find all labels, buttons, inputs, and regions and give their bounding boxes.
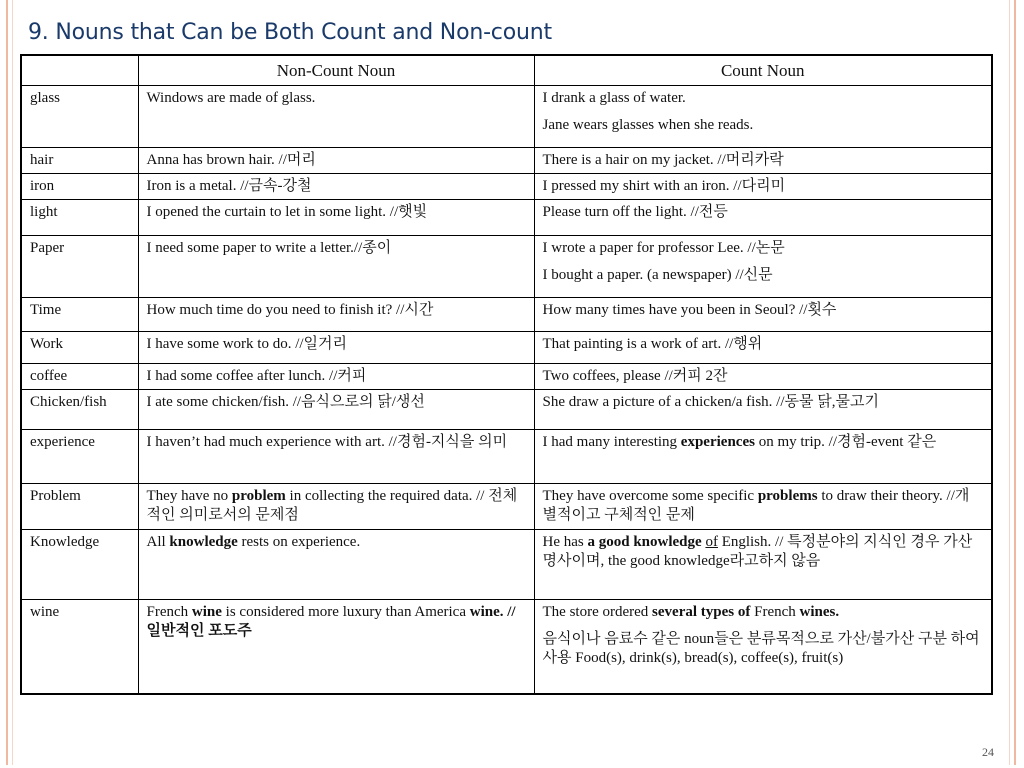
example-line: I wrote a paper for professor Lee. //논문 [542, 240, 785, 256]
nouns-table [20, 54, 993, 695]
table-row [21, 430, 992, 484]
count-cell [534, 298, 992, 332]
count-cell [534, 332, 992, 364]
example-line: Please turn off the light. //전등 [542, 204, 728, 220]
header-noncount: Non-Count Noun [138, 55, 534, 86]
word-cell: Knowledge [21, 530, 138, 600]
count-cell [534, 530, 992, 600]
bold-keyword: wines. [799, 604, 840, 620]
table-row [21, 148, 992, 174]
example-line: That painting is a work of art. //행위 [542, 336, 763, 352]
count-cell [534, 236, 992, 298]
example-line: I pressed my shirt with an iron. //다리미 [542, 178, 786, 194]
example-text: French [750, 604, 800, 620]
word-cell: Problem [21, 484, 138, 530]
table-row [21, 236, 992, 298]
example-text: I had many interesting [542, 434, 681, 450]
table-row [21, 332, 992, 364]
example-text: English. // 특정분야의 지식인 경우 가산명사이며, the good knowledge라고하지 않음 [542, 534, 973, 569]
example-line: Iron is a metal. //금속-강철 [146, 178, 312, 194]
page-number: 24 [982, 745, 994, 759]
example-line: Anna has brown hair. //머리 [146, 152, 316, 168]
word-cell: Chicken/fish [21, 390, 138, 430]
count-cell [534, 86, 992, 148]
count-cell [534, 174, 992, 200]
example-text: in collecting the required data. // 전체적인 의미로서의 문제점 [146, 488, 518, 523]
example-line: Jane wears glasses when she reads. [542, 117, 754, 133]
word-cell: iron [21, 174, 138, 200]
noncount-cell [138, 390, 534, 430]
bold-keyword: problems [757, 488, 818, 504]
word-cell: experience [21, 430, 138, 484]
example-line: How much time do you need to finish it? //시간 [146, 302, 434, 318]
table-row [21, 174, 992, 200]
example-text: is considered more luxury than America [221, 604, 470, 620]
example-line: There is a hair on my jacket. //머리카락 [542, 152, 784, 168]
example-line: Two coffees, please //커피 2잔 [542, 368, 728, 384]
count-cell [534, 484, 992, 530]
example-line: I have some work to do. //일거리 [146, 336, 348, 352]
example-text: They have overcome some specific [542, 488, 758, 504]
example-line: I bought a paper. (a newspaper) //신문 [542, 267, 773, 283]
example-text: on my trip. //경험-event 같은 [754, 434, 937, 450]
word-cell: wine [21, 600, 138, 694]
noncount-cell [138, 236, 534, 298]
word-cell: Time [21, 298, 138, 332]
bold-keyword: knowledge [169, 534, 238, 550]
example-line: I need some paper to write a letter.//종이 [146, 240, 392, 256]
noncount-cell [138, 200, 534, 236]
count-cell [534, 364, 992, 390]
table-row [21, 600, 992, 694]
header-cell-empty [21, 55, 138, 86]
count-cell [534, 200, 992, 236]
word-cell: light [21, 200, 138, 236]
example-line: She draw a picture of a chicken/a fish. //동물 닭,물고기 [542, 394, 879, 410]
example-text: They have no [146, 488, 232, 504]
example-text: The store ordered [542, 604, 653, 620]
table-row [21, 298, 992, 332]
header-row [21, 55, 992, 86]
bold-keyword: wine [191, 604, 222, 620]
noncount-cell [138, 600, 534, 694]
example-text: to draw their theory. //개별적이고 구체적인 문제 [542, 488, 970, 523]
example-line [543, 603, 984, 622]
example-line: I ate some chicken/fish. //음식으로의 닭/생선 [146, 394, 425, 410]
word-cell: hair [21, 148, 138, 174]
bold-keyword: experiences [680, 434, 755, 450]
noncount-cell [138, 298, 534, 332]
count-cell [534, 390, 992, 430]
noncount-cell [138, 364, 534, 390]
underlined-word: of [705, 534, 718, 550]
table-row [21, 484, 992, 530]
count-cell [534, 148, 992, 174]
count-cell [534, 430, 992, 484]
table-row [21, 364, 992, 390]
noncount-cell [138, 148, 534, 174]
table-row [21, 200, 992, 236]
noncount-cell [138, 86, 534, 148]
bold-keyword: wine. // 일반적인 포도주 [146, 604, 516, 639]
table-row [21, 530, 992, 600]
bold-keyword: problem [231, 488, 286, 504]
word-cell: Paper [21, 236, 138, 298]
example-text: French [146, 604, 192, 620]
example-text: All [146, 534, 170, 550]
example-line: Windows are made of glass. [146, 90, 316, 106]
example-text: He has [542, 534, 588, 550]
noncount-cell [138, 174, 534, 200]
example-text: I haven’t had much experience with art. //경험-지식을 의미 [146, 434, 508, 450]
example-line: I had some coffee after lunch. //커피 [146, 368, 367, 384]
note-line: 음식이나 음료수 같은 noun들은 분류목적으로 가산/불가산 구분 하여 사용 Food(s), drink(s), bread(s), coffee(s), fruit(s) [542, 631, 980, 666]
slide-title: 9. Nouns that Can be Both Count and Non-count [28, 20, 552, 45]
noncount-cell [138, 484, 534, 530]
example-text: rests on experience. [237, 534, 361, 550]
header-count: Count Noun [534, 55, 992, 86]
table-row [21, 86, 992, 148]
word-cell: Work [21, 332, 138, 364]
bold-keyword: a good knowledge [587, 534, 702, 550]
count-cell [534, 600, 992, 694]
bold-keyword: several types of [652, 604, 751, 620]
noncount-cell [138, 530, 534, 600]
example-line: I opened the curtain to let in some light. //햇빛 [146, 204, 428, 220]
noncount-cell [138, 332, 534, 364]
example-line: I drank a glass of water. [542, 90, 686, 106]
table-row [21, 390, 992, 430]
word-cell: coffee [21, 364, 138, 390]
word-cell: glass [21, 86, 138, 148]
noncount-cell [138, 430, 534, 484]
example-line: How many times have you been in Seoul? //횟수 [542, 302, 837, 318]
